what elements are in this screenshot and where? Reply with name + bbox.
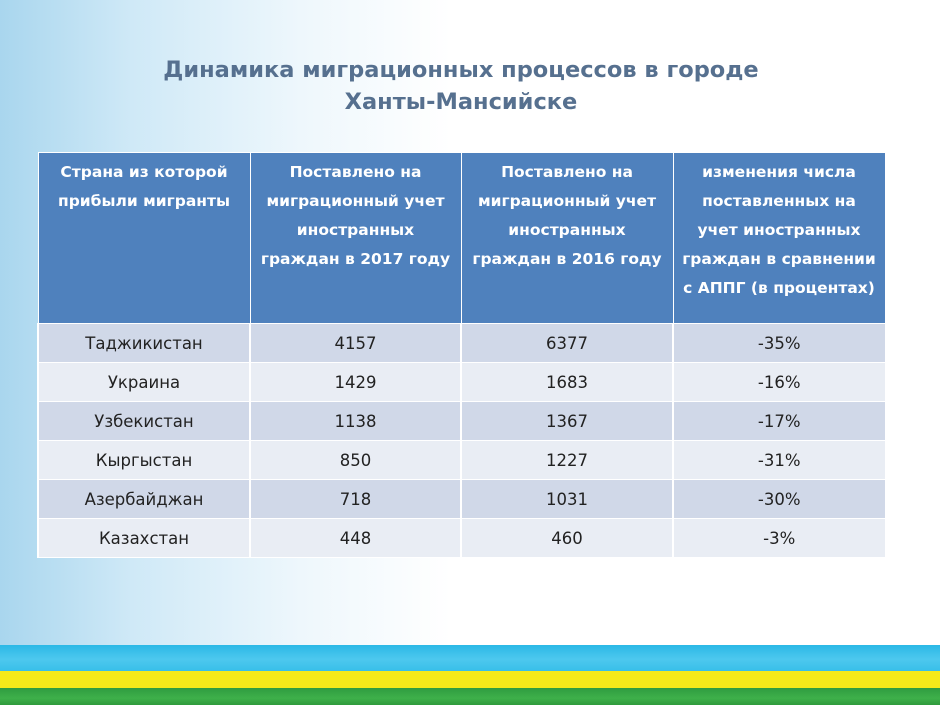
cell-country: Азербайджан (38, 480, 250, 519)
cell-2017: 718 (250, 480, 461, 519)
cell-country: Узбекистан (38, 402, 250, 441)
cell-change: -16% (673, 363, 885, 402)
header-registered-2017: Поставлено на миграционный учет иностранных граждан в 2017 году (250, 153, 461, 324)
table-header-row (38, 153, 885, 324)
slide-title-line-2: Ханты-Мансийске (344, 89, 578, 115)
table-row (38, 441, 885, 480)
cell-country: Таджикистан (38, 324, 250, 363)
footer-stripe-blue (0, 645, 940, 671)
header-registered-2016: Поставлено на миграционный учет иностранных граждан в 2016 году (461, 153, 673, 324)
cell-2017: 4157 (250, 324, 461, 363)
cell-2017: 448 (250, 519, 461, 558)
cell-country: Украина (38, 363, 250, 402)
cell-2016: 1683 (461, 363, 673, 402)
cell-2017: 850 (250, 441, 461, 480)
table-row (38, 402, 885, 441)
footer-stripe-yellow (0, 671, 940, 688)
table-row (38, 480, 885, 519)
table-row (38, 324, 885, 363)
cell-2017: 1429 (250, 363, 461, 402)
cell-2016: 460 (461, 519, 673, 558)
slide-title-line-1: Динамика миграционных процессов в городе (163, 57, 759, 83)
header-change-percent: изменения числа поставленных на учет иностранных граждан в сравнении с АППГ (в процентах) (673, 153, 885, 324)
footer-stripe-green (0, 688, 940, 705)
header-country: Страна из которой прибыли мигранты (38, 153, 250, 324)
cell-change: -3% (673, 519, 885, 558)
cell-change: -17% (673, 402, 885, 441)
cell-change: -35% (673, 324, 885, 363)
cell-2016: 6377 (461, 324, 673, 363)
cell-2017: 1138 (250, 402, 461, 441)
slide-title (0, 54, 922, 118)
cell-2016: 1367 (461, 402, 673, 441)
cell-change: -31% (673, 441, 885, 480)
table-row (38, 363, 885, 402)
cell-2016: 1031 (461, 480, 673, 519)
cell-2016: 1227 (461, 441, 673, 480)
cell-country: Казахстан (38, 519, 250, 558)
cell-change: -30% (673, 480, 885, 519)
cell-country: Кыргыстан (38, 441, 250, 480)
migration-table (37, 152, 886, 558)
table-row (38, 519, 885, 558)
